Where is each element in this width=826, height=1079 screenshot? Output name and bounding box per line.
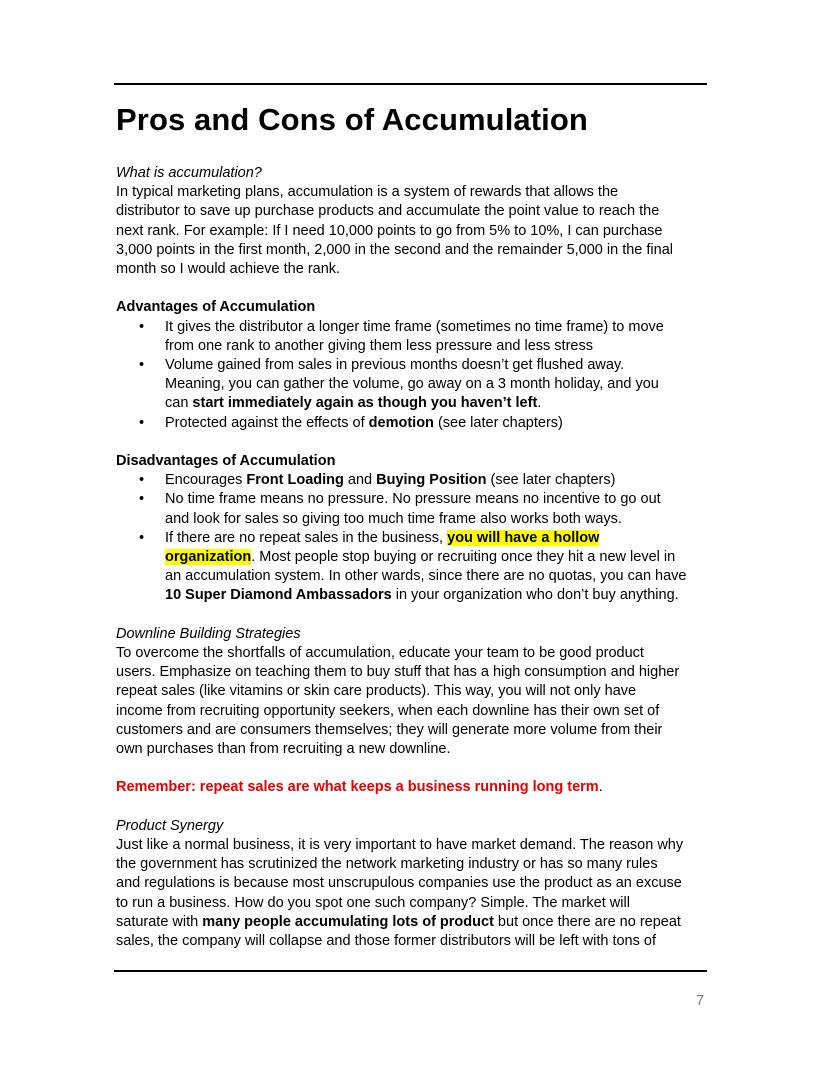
synergy-paragraph (116, 836, 714, 951)
disadvantages-list (116, 471, 714, 605)
advantages-heading: Advantages of Accumulation (116, 299, 316, 316)
downline-line: users. Emphasize on teaching them to buy stuff that has a high consumption and higher (116, 664, 680, 681)
synergy-line: to run a business. How do you spot one such company? Simple. The market will (116, 894, 630, 911)
list-item (116, 490, 714, 528)
highlighted-text: organization (165, 549, 252, 566)
page-title: Pros and Cons of Accumulation (116, 102, 588, 137)
list-item (116, 414, 714, 433)
list-item-text: Volume gained from sales in previous months doesn’t get flushed away. (165, 357, 625, 374)
bottom-rule (114, 970, 707, 972)
list-item-text: from one rank to another giving them less pressure and less stress (165, 337, 593, 354)
list-item-text: . (537, 395, 542, 412)
list-item (116, 318, 714, 356)
downline-heading: Downline Building Strategies (116, 625, 301, 642)
intro-line: month so I would achieve the rank. (116, 261, 341, 278)
list-item-text: Protected against the effects of (165, 414, 369, 431)
emphasis-text: start immediately again as though you haven’t left (192, 395, 538, 412)
synergy-line: sales, the company will collapse and those former distributors will be left with tons of (116, 933, 656, 950)
emphasis-text: demotion (368, 414, 434, 431)
list-item-text: an accumulation system. In other wards, since there are no quotas, you can have (165, 568, 687, 585)
remember-period: . (598, 779, 603, 796)
synergy-line: saturate with (116, 913, 203, 930)
intro-line: distributor to save up purchase products and accumulate the point value to reach the (116, 203, 660, 220)
emphasis-text: Buying Position (376, 472, 487, 489)
synergy-line: but once there are no repeat (493, 913, 681, 930)
intro-heading: What is accumulation? (116, 165, 262, 181)
intro-line: In typical marketing plans, accumulation is a system of rewards that allows the (116, 184, 619, 201)
list-item-text: and look for sales so giving too much time frame also works both ways. (165, 510, 622, 527)
page-body (116, 164, 714, 951)
emphasis-text: many people accumulating lots of product (202, 913, 494, 930)
list-item-text: No time frame means no pressure. No pressure means no incentive to go out (165, 491, 661, 508)
synergy-line: and regulations is because most unscrupulous companies use the product as an excuse (116, 875, 682, 892)
intro-line: 3,000 points in the first month, 2,000 in the second and the remainder 5,000 in the final (116, 241, 674, 258)
list-item-text: Meaning, you can gather the volume, go away on a 3 month holiday, and you (165, 376, 659, 393)
list-item-text: (see later chapters) (433, 414, 563, 431)
remember-text: Remember: repeat sales are what keeps a business running long term (116, 779, 599, 796)
downline-paragraph (116, 644, 714, 759)
top-rule (114, 83, 707, 85)
list-item-text: If there are no repeat sales in the business, (165, 529, 448, 546)
list-item-text: (see later chapters) (486, 472, 616, 489)
list-item-text: in your organization who don’t buy anything. (391, 587, 679, 604)
list-item-text: Encourages (165, 472, 247, 489)
list-item (116, 529, 714, 606)
highlighted-text: you will have a hollow (447, 529, 600, 546)
downline-line: customers and are consumers themselves; they will generate more volume from their (116, 721, 663, 738)
synergy-line: the government has scrutinized the network marketing industry or has so many rules (116, 856, 658, 873)
downline-line: To overcome the shortfalls of accumulation, educate your team to be good product (116, 645, 644, 662)
intro-line: next rank. For example: If I need 10,000 points to go from 5% to 10%, I can purchase (116, 222, 663, 239)
emphasis-text: Front Loading (246, 472, 344, 489)
advantages-list (116, 318, 714, 433)
synergy-heading: Product Synergy (116, 817, 224, 834)
downline-line: own purchases than from recruiting a new downline. (116, 741, 451, 758)
page-number: 7 (696, 993, 705, 1009)
disadvantages-heading: Disadvantages of Accumulation (116, 453, 336, 470)
list-item-text: and (343, 472, 377, 489)
list-item (116, 471, 714, 490)
downline-line: income from recruiting opportunity seekers, when each downline has their own set of (116, 702, 660, 719)
remember-callout (116, 778, 714, 797)
intro-paragraph (116, 183, 714, 279)
list-item-text: . Most people stop buying or recruiting once they hit a new level in (251, 549, 676, 566)
downline-line: repeat sales (like vitamins or skin care products). This way, you will not only have (116, 683, 637, 700)
list-item-text: can (165, 395, 193, 412)
emphasis-text: 10 Super Diamond Ambassadors (165, 587, 392, 604)
synergy-line: Just like a normal business, it is very important to have market demand. The reason why (116, 837, 684, 854)
list-item (116, 356, 714, 414)
list-item-text: It gives the distributor a longer time frame (sometimes no time frame) to move (165, 318, 664, 335)
